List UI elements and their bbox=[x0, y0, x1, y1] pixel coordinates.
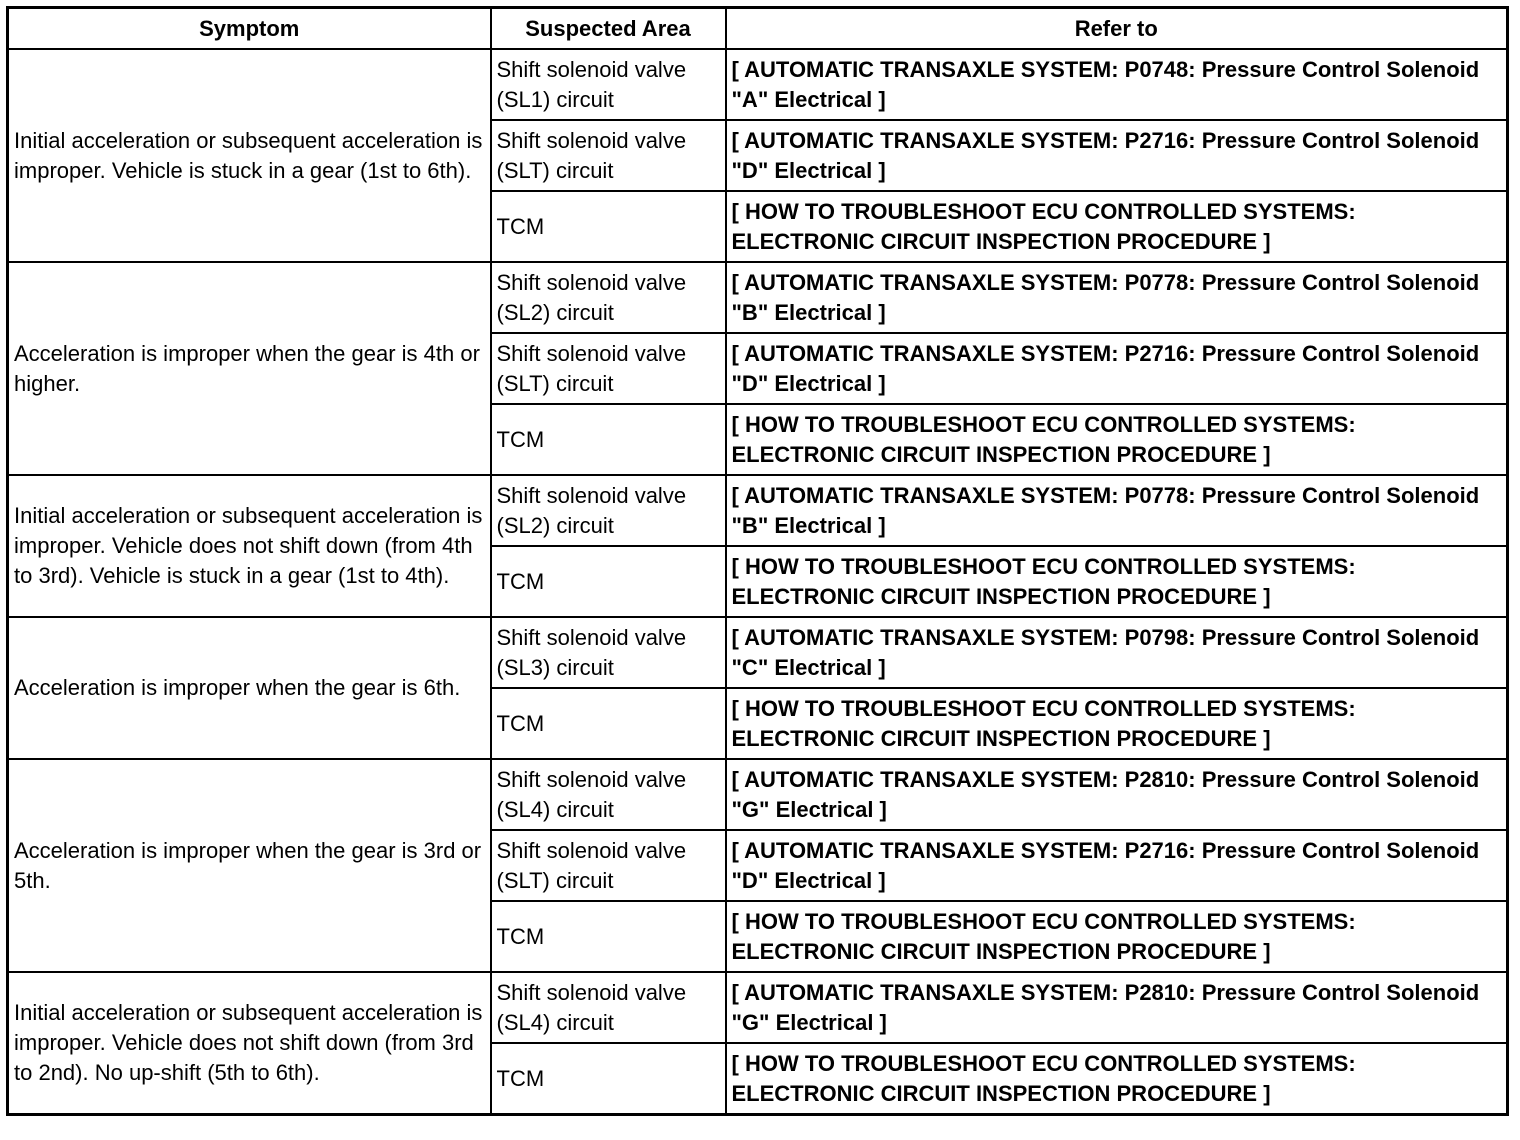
table-row bbox=[8, 475, 1508, 546]
suspected-area-cell: Shift solenoid valve (SLT) circuit bbox=[491, 333, 726, 404]
symptom-cell: Initial acceleration or subsequent acceleration is improper. Vehicle is stuck in a gear (1st to 6th). bbox=[8, 49, 491, 262]
refer-to-cell: [ AUTOMATIC TRANSAXLE SYSTEM: P0798: Pressure Control Solenoid "C" Electrical ] bbox=[726, 617, 1508, 688]
suspected-area-cell: TCM bbox=[491, 404, 726, 475]
suspected-area-cell: Shift solenoid valve (SL2) circuit bbox=[491, 475, 726, 546]
suspected-area-cell: Shift solenoid valve (SL4) circuit bbox=[491, 759, 726, 830]
suspected-area-cell: TCM bbox=[491, 546, 726, 617]
table-row bbox=[8, 49, 1508, 120]
header-symptom: Symptom bbox=[8, 8, 491, 50]
header-row bbox=[8, 8, 1508, 50]
refer-to-cell: [ AUTOMATIC TRANSAXLE SYSTEM: P0778: Pressure Control Solenoid "B" Electrical ] bbox=[726, 475, 1508, 546]
refer-to-cell: [ HOW TO TROUBLESHOOT ECU CONTROLLED SYSTEMS: ELECTRONIC CIRCUIT INSPECTION PROCEDURE ] bbox=[726, 191, 1508, 262]
table-row bbox=[8, 617, 1508, 688]
table-row bbox=[8, 759, 1508, 830]
suspected-area-cell: TCM bbox=[491, 688, 726, 759]
refer-to-cell: [ AUTOMATIC TRANSAXLE SYSTEM: P0748: Pressure Control Solenoid "A" Electrical ] bbox=[726, 49, 1508, 120]
suspected-area-cell: Shift solenoid valve (SLT) circuit bbox=[491, 120, 726, 191]
header-refer-to: Refer to bbox=[726, 8, 1508, 50]
symptom-cell: Initial acceleration or subsequent acceleration is improper. Vehicle does not shift down (from 4th to 3rd). Vehicle is stuck in a gear (1st to 4th). bbox=[8, 475, 491, 617]
symptom-cell: Acceleration is improper when the gear is 4th or higher. bbox=[8, 262, 491, 475]
symptom-cell: Initial acceleration or subsequent acceleration is improper. Vehicle does not shift down (from 3rd to 2nd). No up-shift (5th to 6th). bbox=[8, 972, 491, 1115]
suspected-area-cell: Shift solenoid valve (SLT) circuit bbox=[491, 830, 726, 901]
refer-to-cell: [ AUTOMATIC TRANSAXLE SYSTEM: P2716: Pressure Control Solenoid "D" Electrical ] bbox=[726, 120, 1508, 191]
suspected-area-cell: Shift solenoid valve (SL3) circuit bbox=[491, 617, 726, 688]
suspected-area-cell: Shift solenoid valve (SL2) circuit bbox=[491, 262, 726, 333]
refer-to-cell: [ HOW TO TROUBLESHOOT ECU CONTROLLED SYSTEMS: ELECTRONIC CIRCUIT INSPECTION PROCEDURE ] bbox=[726, 688, 1508, 759]
refer-to-cell: [ HOW TO TROUBLESHOOT ECU CONTROLLED SYSTEMS: ELECTRONIC CIRCUIT INSPECTION PROCEDURE ] bbox=[726, 901, 1508, 972]
header-suspected-area: Suspected Area bbox=[491, 8, 726, 50]
table-row bbox=[8, 262, 1508, 333]
suspected-area-cell: TCM bbox=[491, 1043, 726, 1115]
refer-to-cell: [ AUTOMATIC TRANSAXLE SYSTEM: P2810: Pressure Control Solenoid "G" Electrical ] bbox=[726, 759, 1508, 830]
refer-to-cell: [ AUTOMATIC TRANSAXLE SYSTEM: P0778: Pressure Control Solenoid "B" Electrical ] bbox=[726, 262, 1508, 333]
table-row bbox=[8, 972, 1508, 1043]
refer-to-cell: [ HOW TO TROUBLESHOOT ECU CONTROLLED SYSTEMS: ELECTRONIC CIRCUIT INSPECTION PROCEDURE ] bbox=[726, 404, 1508, 475]
suspected-area-cell: TCM bbox=[491, 191, 726, 262]
suspected-area-cell: TCM bbox=[491, 901, 726, 972]
refer-to-cell: [ HOW TO TROUBLESHOOT ECU CONTROLLED SYSTEMS: ELECTRONIC CIRCUIT INSPECTION PROCEDURE ] bbox=[726, 546, 1508, 617]
symptom-cell: Acceleration is improper when the gear is 6th. bbox=[8, 617, 491, 759]
symptom-table bbox=[6, 6, 1509, 1116]
refer-to-cell: [ AUTOMATIC TRANSAXLE SYSTEM: P2716: Pressure Control Solenoid "D" Electrical ] bbox=[726, 333, 1508, 404]
refer-to-cell: [ AUTOMATIC TRANSAXLE SYSTEM: P2716: Pressure Control Solenoid "D" Electrical ] bbox=[726, 830, 1508, 901]
suspected-area-cell: Shift solenoid valve (SL1) circuit bbox=[491, 49, 726, 120]
suspected-area-cell: Shift solenoid valve (SL4) circuit bbox=[491, 972, 726, 1043]
refer-to-cell: [ HOW TO TROUBLESHOOT ECU CONTROLLED SYSTEMS: ELECTRONIC CIRCUIT INSPECTION PROCEDURE ] bbox=[726, 1043, 1508, 1115]
symptom-cell: Acceleration is improper when the gear is 3rd or 5th. bbox=[8, 759, 491, 972]
refer-to-cell: [ AUTOMATIC TRANSAXLE SYSTEM: P2810: Pressure Control Solenoid "G" Electrical ] bbox=[726, 972, 1508, 1043]
